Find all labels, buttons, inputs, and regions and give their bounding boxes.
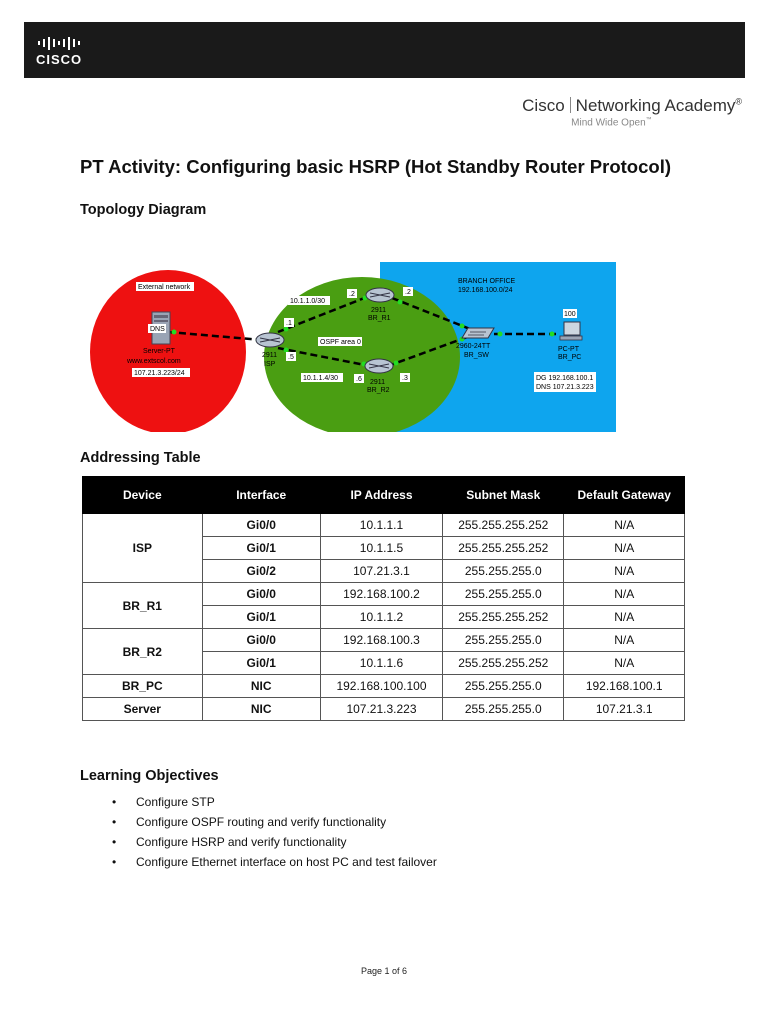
link-top-label: 10.1.1.0/30 <box>290 298 326 305</box>
gateway-cell: N/A <box>564 583 685 606</box>
interface-cell: Gi0/2 <box>202 560 320 583</box>
table-row <box>83 583 685 606</box>
mask-cell: 255.255.255.252 <box>443 652 564 675</box>
table-row <box>83 629 685 652</box>
cisco-bars-icon <box>38 36 96 50</box>
br-r1-model: 2911 <box>371 307 387 314</box>
dns-label: DNS <box>150 326 165 333</box>
br-r2-name: BR_R2 <box>367 387 390 394</box>
gateway-cell: N/A <box>564 606 685 629</box>
interface-cell: Gi0/1 <box>202 652 320 675</box>
table-header-row <box>83 477 685 514</box>
registered-mark: ® <box>735 96 742 107</box>
port-br-r2-right: .3 <box>402 375 408 382</box>
interface-cell: NIC <box>202 698 320 721</box>
gateway-cell: N/A <box>564 560 685 583</box>
device-cell: BR_R1 <box>83 583 203 629</box>
gateway-cell: 107.21.3.1 <box>564 698 685 721</box>
ip-cell: 10.1.1.5 <box>320 537 442 560</box>
link-bottom-label: 10.1.1.4/30 <box>303 375 339 382</box>
ip-cell: 192.168.100.3 <box>320 629 442 652</box>
col-interface: Interface <box>202 477 320 514</box>
br-r1-router-icon <box>366 288 394 302</box>
external-network-label: External network <box>138 284 191 291</box>
gateway-cell: N/A <box>564 629 685 652</box>
interface-cell: Gi0/1 <box>202 606 320 629</box>
topology-diagram <box>90 262 616 432</box>
list-item: • Configure HSRP and verify functionality <box>112 835 347 849</box>
academy-name: Networking Academy <box>575 96 736 115</box>
mask-cell: 255.255.255.0 <box>443 560 564 583</box>
col-device: Device <box>83 477 203 514</box>
ip-cell: 192.168.100.2 <box>320 583 442 606</box>
page-number: Page 1 of 6 <box>360 966 408 976</box>
bullet-icon: • <box>112 835 117 849</box>
mask-cell: 255.255.255.252 <box>443 606 564 629</box>
interface-cell: Gi0/0 <box>202 514 320 537</box>
mask-cell: 255.255.255.0 <box>443 629 564 652</box>
ip-cell: 107.21.3.223 <box>320 698 442 721</box>
pc-model: PC-PT <box>558 346 579 353</box>
cisco-logo <box>36 36 96 68</box>
ip-cell: 10.1.1.6 <box>320 652 442 675</box>
mask-cell: 255.255.255.0 <box>443 675 564 698</box>
table-row <box>83 698 685 721</box>
ip-cell: 10.1.1.2 <box>320 606 442 629</box>
port-isp-1: .1 <box>286 320 292 327</box>
gateway-cell: 192.168.100.1 <box>564 675 685 698</box>
mask-cell: 255.255.255.0 <box>443 698 564 721</box>
device-cell: BR_R2 <box>83 629 203 675</box>
server-network: 107.21.3.223/24 <box>134 370 185 377</box>
isp-model: 2911 <box>262 352 278 359</box>
branch-network-label: 192.168.100.0/24 <box>458 287 513 294</box>
pc-default-gateway: DG 192.168.100.1 <box>536 375 594 382</box>
trademark-mark: ™ <box>645 117 652 123</box>
objectives-heading: Learning Objectives <box>80 768 219 784</box>
ip-cell: 107.21.3.1 <box>320 560 442 583</box>
academy-brand <box>522 96 742 128</box>
switch-name: BR_SW <box>464 352 489 359</box>
switch-model: 2960-24TT <box>456 343 491 350</box>
interface-cell: Gi0/0 <box>202 629 320 652</box>
server-name: Server-PT <box>143 348 175 355</box>
br-r1-name: BR_R1 <box>368 315 391 322</box>
col-ip-address: IP Address <box>320 477 442 514</box>
gateway-cell: N/A <box>564 537 685 560</box>
addressing-heading: Addressing Table <box>80 450 201 466</box>
table-row <box>83 514 685 537</box>
branch-office-label: BRANCH OFFICE <box>458 278 516 285</box>
device-cell: ISP <box>83 514 203 583</box>
header-bar <box>24 22 745 78</box>
mask-cell: 255.255.255.0 <box>443 583 564 606</box>
bullet-icon: • <box>112 815 117 829</box>
br-r2-model: 2911 <box>370 379 386 386</box>
pc-host-number: 100 <box>564 311 576 318</box>
br-r2-router-icon <box>365 359 393 373</box>
device-cell: Server <box>83 698 203 721</box>
mask-cell: 255.255.255.252 <box>443 537 564 560</box>
ip-cell: 10.1.1.1 <box>320 514 442 537</box>
gateway-cell: N/A <box>564 652 685 675</box>
gateway-cell: N/A <box>564 514 685 537</box>
objectives-list <box>112 793 437 873</box>
addressing-table <box>82 476 685 721</box>
list-item: • Configure STP <box>112 795 215 809</box>
isp-router-icon <box>256 333 284 347</box>
col-default-gateway: Default Gateway <box>564 477 685 514</box>
interface-cell: NIC <box>202 675 320 698</box>
port-br-r2-left: .6 <box>356 376 362 383</box>
page-title: PT Activity: Configuring basic HSRP (Hot Standby Router Protocol) <box>80 156 671 177</box>
server-url: www.extscol.com <box>127 358 181 365</box>
pc-dns: DNS 107.21.3.223 <box>536 384 594 391</box>
bullet-icon: • <box>112 795 117 809</box>
table-row <box>83 675 685 698</box>
isp-name: ISP <box>264 361 276 368</box>
list-item: • Configure Ethernet interface on host PC and test failover <box>112 855 437 869</box>
topology-heading: Topology Diagram <box>80 202 207 218</box>
cisco-logo-text: CISCO <box>36 52 83 67</box>
switch-icon <box>462 328 494 338</box>
port-br-r1-right: .2 <box>405 289 411 296</box>
mask-cell: 255.255.255.252 <box>443 514 564 537</box>
academy-brand-cisco: Cisco <box>522 96 565 115</box>
col-subnet-mask: Subnet Mask <box>443 477 564 514</box>
academy-tagline: Mind Wide Open <box>571 117 646 129</box>
interface-cell: Gi0/0 <box>202 583 320 606</box>
ip-cell: 192.168.100.100 <box>320 675 442 698</box>
bullet-icon: • <box>112 855 117 869</box>
device-cell: BR_PC <box>83 675 203 698</box>
ospf-area-label: OSPF area 0 <box>320 339 361 346</box>
list-item: • Configure OSPF routing and verify functionality <box>112 815 387 829</box>
port-br-r1-left: .2 <box>349 291 355 298</box>
brand-divider <box>570 97 571 113</box>
pc-name: BR_PC <box>558 354 582 361</box>
port-isp-5: .5 <box>288 354 294 361</box>
interface-cell: Gi0/1 <box>202 537 320 560</box>
